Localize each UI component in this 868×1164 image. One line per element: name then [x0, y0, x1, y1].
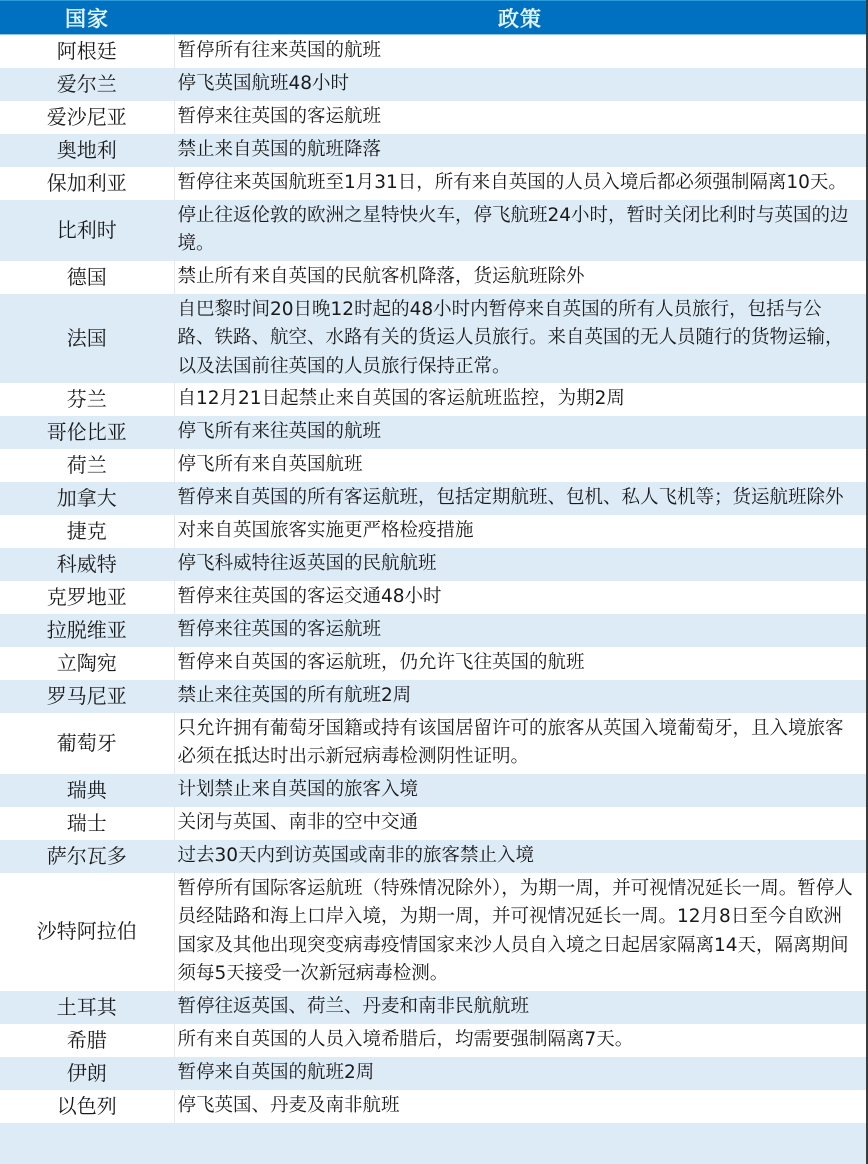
policy-cell: 只允许拥有葡萄牙国籍或持有该国居留许可的旅客从英国入境葡萄牙，且入境旅客必须在抵达时出示新冠病毒检测阴性证明。	[174, 713, 866, 774]
country-cell: 荷兰	[0, 449, 174, 482]
policy-cell: 暂停来往英国的客运交通48小时	[174, 581, 866, 614]
table-row	[0, 774, 866, 807]
table-row	[0, 482, 866, 515]
policy-cell: 暂停往返英国、荷兰、丹麦和南非民航航班	[174, 991, 866, 1024]
table-row	[0, 134, 866, 167]
table-row	[0, 449, 866, 482]
table-row	[0, 873, 866, 991]
table-row	[0, 515, 866, 548]
policy-cell: 禁止来自英国的航班降落	[174, 134, 866, 167]
policy-cell: 停飞英国航班48小时	[174, 68, 866, 101]
country-cell: 希腊	[0, 1024, 174, 1057]
country-cell: 阿根廷	[0, 35, 174, 69]
country-cell: 德国	[0, 261, 174, 294]
table-row	[0, 68, 866, 101]
policy-cell: 暂停来自英国的航班2周	[174, 1057, 866, 1090]
policy-cell: 计划禁止来自英国的旅客入境	[174, 774, 866, 807]
table-row	[0, 1024, 866, 1057]
table-row	[0, 840, 866, 873]
policy-cell: 禁止来往英国的所有航班2周	[174, 680, 866, 713]
policy-cell: 自12月21日起禁止来自英国的客运航班监控，为期2周	[174, 383, 866, 416]
policy-cell: 暂停来往英国的客运航班	[174, 101, 866, 134]
table-row	[0, 200, 866, 261]
country-cell: 瑞典	[0, 774, 174, 807]
policy-cell: 对来自英国旅客实施更严格检疫措施	[174, 515, 866, 548]
table-row	[0, 581, 866, 614]
policy-cell: 暂停往来英国航班至1月31日，所有来自英国的人员入境后都必须强制隔离10天。	[174, 167, 866, 200]
policy-cell: 暂停所有往来英国的航班	[174, 35, 866, 69]
table-row	[0, 713, 866, 774]
country-cell: 立陶宛	[0, 647, 174, 680]
country-cell: 土耳其	[0, 991, 174, 1024]
policy-cell: 暂停所有国际客运航班（特殊情况除外），为期一周，并可视情况延长一周。暂停人员经陆路和海上口岸入境，为期一周，并可视情况延长一周。12月8日至今自欧洲国家及其他出现突变病毒疫情国家来沙人员自入境之日起居家隔离14天，隔离期间须每5天接受一次新冠病毒检测。	[174, 873, 866, 991]
country-cell: 保加利亚	[0, 167, 174, 200]
country-cell: 哥伦比亚	[0, 416, 174, 449]
table-row	[0, 991, 866, 1024]
column-header-policy: 政策	[174, 1, 866, 35]
table-row	[0, 680, 866, 713]
policy-cell: 暂停来往英国的客运航班	[174, 614, 866, 647]
table-row	[0, 614, 866, 647]
table-row	[0, 35, 866, 69]
country-cell: 沙特阿拉伯	[0, 873, 174, 991]
table-row	[0, 647, 866, 680]
country-cell: 伊朗	[0, 1057, 174, 1090]
country-cell: 葡萄牙	[0, 713, 174, 774]
country-cell: 奥地利	[0, 134, 174, 167]
country-cell: 萨尔瓦多	[0, 840, 174, 873]
table-row	[0, 167, 866, 200]
country-cell: 罗马尼亚	[0, 680, 174, 713]
country-cell: 法国	[0, 294, 174, 384]
table-row	[0, 101, 866, 134]
table-row	[0, 416, 866, 449]
table-row	[0, 261, 866, 294]
policy-cell: 停飞英国、丹麦及南非航班	[174, 1090, 866, 1123]
table-row	[0, 548, 866, 581]
country-cell: 芬兰	[0, 383, 174, 416]
country-cell: 克罗地亚	[0, 581, 174, 614]
policy-cell: 停飞所有来自英国航班	[174, 449, 866, 482]
table-row	[0, 294, 866, 384]
policy-cell: 停飞所有来往英国的航班	[174, 416, 866, 449]
policy-cell: 过去30天内到访英国或南非的旅客禁止入境	[174, 840, 866, 873]
table-row	[0, 807, 866, 840]
policy-cell: 关闭与英国、南非的空中交通	[174, 807, 866, 840]
table-row	[0, 1090, 866, 1123]
table-row	[0, 1057, 866, 1090]
table-row	[0, 383, 866, 416]
policy-cell: 禁止所有来自英国的民航客机降落，货运航班除外	[174, 261, 866, 294]
policy-cell: 暂停来自英国的所有客运航班，包括定期航班、包机、私人飞机等；货运航班除外	[174, 482, 866, 515]
country-cell: 捷克	[0, 515, 174, 548]
country-cell: 比利时	[0, 200, 174, 261]
country-cell: 以色列	[0, 1090, 174, 1123]
country-cell: 爱沙尼亚	[0, 101, 174, 134]
policy-cell: 暂停来自英国的客运航班，仍允许飞往英国的航班	[174, 647, 866, 680]
policy-cell: 所有来自英国的人员入境希腊后，均需要强制隔离7天。	[174, 1024, 866, 1057]
table-header-row	[0, 1, 866, 35]
country-cell: 瑞士	[0, 807, 174, 840]
country-cell: 爱尔兰	[0, 68, 174, 101]
policy-cell: 自巴黎时间20日晚12时起的48小时内暂停来自英国的所有人员旅行，包括与公路、铁路、航空、水路有关的货运人员旅行。来自英国的无人员随行的货物运输，以及法国前往英国的人员旅行保持正常。	[174, 294, 866, 384]
policy-cell: 停止往返伦敦的欧洲之星特快火车，停飞航班24小时，暂时关闭比利时与英国的边境。	[174, 200, 866, 261]
country-cell: 加拿大	[0, 482, 174, 515]
policy-cell: 停飞科威特往返英国的民航航班	[174, 548, 866, 581]
country-cell: 科威特	[0, 548, 174, 581]
column-header-country: 国家	[0, 1, 174, 35]
country-cell: 拉脱维亚	[0, 614, 174, 647]
